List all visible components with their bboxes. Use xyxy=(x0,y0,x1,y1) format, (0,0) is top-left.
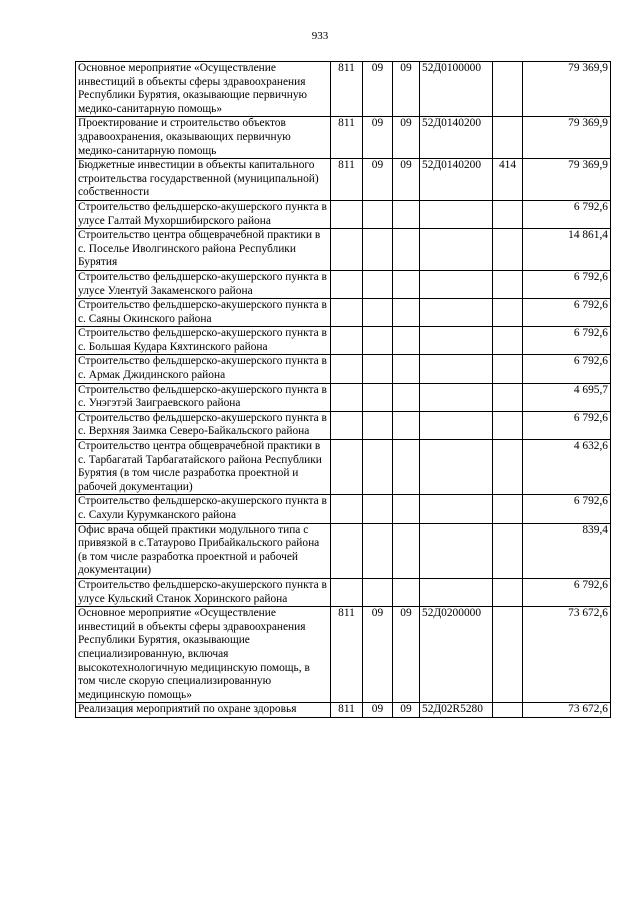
cell-section xyxy=(363,411,393,439)
cell-expense-type xyxy=(493,200,523,228)
cell-name: Проектирование и строительство объектов здравоохранения, оказывающих первичную медико-санитарную помощь xyxy=(76,117,331,159)
table-row xyxy=(76,200,611,228)
cell-section xyxy=(363,383,393,411)
table-row xyxy=(76,270,611,298)
cell-target-article xyxy=(420,327,493,355)
cell-subsection: 09 xyxy=(393,703,420,718)
cell-expense-type xyxy=(493,495,523,523)
page-number: 933 xyxy=(311,30,329,42)
cell-target-article xyxy=(420,523,493,578)
cell-expense-type xyxy=(493,440,523,495)
cell-expense-type xyxy=(493,270,523,298)
cell-expense-type xyxy=(493,607,523,703)
table-row xyxy=(76,159,611,201)
cell-amount: 6 792,6 xyxy=(523,299,611,327)
cell-name: Строительство фельдшерско-акушерского пункта в с. Верхняя Заимка Северо-Байкальского района xyxy=(76,411,331,439)
cell-expense-type xyxy=(493,523,523,578)
cell-ministry xyxy=(331,578,363,606)
cell-name: Строительство фельдшерско-акушерского пункта в с. Армак Джидинского района xyxy=(76,355,331,383)
cell-amount: 6 792,6 xyxy=(523,327,611,355)
table-row xyxy=(76,229,611,271)
table-row xyxy=(76,578,611,606)
cell-amount: 6 792,6 xyxy=(523,355,611,383)
cell-ministry: 811 xyxy=(331,703,363,718)
cell-target-article xyxy=(420,495,493,523)
cell-amount: 6 792,6 xyxy=(523,578,611,606)
cell-name: Строительство фельдшерско-акушерского пункта в улусе Галтай Мухоршибирского района xyxy=(76,200,331,228)
cell-ministry xyxy=(331,270,363,298)
cell-subsection xyxy=(393,411,420,439)
cell-target-article xyxy=(420,299,493,327)
cell-ministry xyxy=(331,440,363,495)
cell-ministry xyxy=(331,327,363,355)
cell-section xyxy=(363,299,393,327)
cell-name: Строительство фельдшерско-акушерского пункта в с. Большая Кудара Кяхтинского района xyxy=(76,327,331,355)
cell-section xyxy=(363,578,393,606)
cell-amount: 73 672,6 xyxy=(523,607,611,703)
cell-name: Реализация мероприятий по охране здоровья xyxy=(76,703,331,718)
cell-section: 09 xyxy=(363,159,393,201)
cell-section xyxy=(363,523,393,578)
cell-name: Основное мероприятие «Осуществление инвестиций в объекты сферы здравоохранения Республики Бурятия, оказывающие специализированную, включая высокотехнологичную медицинскую помощь, в том числе скорую специализированную медицинскую помощь» xyxy=(76,607,331,703)
cell-target-article: 52Д0200000 xyxy=(420,607,493,703)
cell-target-article: 52Д0100000 xyxy=(420,62,493,117)
cell-ministry xyxy=(331,383,363,411)
cell-section xyxy=(363,270,393,298)
cell-name: Строительство фельдшерско-акушерского пункта в с. Унэгэтэй Заиграевского района xyxy=(76,383,331,411)
cell-section xyxy=(363,327,393,355)
cell-amount: 6 792,6 xyxy=(523,270,611,298)
cell-amount: 79 369,9 xyxy=(523,62,611,117)
cell-amount: 79 369,9 xyxy=(523,117,611,159)
table-row xyxy=(76,495,611,523)
cell-target-article: 52Д02R5280 xyxy=(420,703,493,718)
cell-subsection: 09 xyxy=(393,159,420,201)
cell-ministry xyxy=(331,495,363,523)
cell-name: Строительство фельдшерско-акушерского пункта в улусе Кульский Станок Хоринского района xyxy=(76,578,331,606)
table-row xyxy=(76,607,611,703)
cell-target-article: 52Д0140200 xyxy=(420,159,493,201)
cell-section xyxy=(363,229,393,271)
cell-amount: 4 632,6 xyxy=(523,440,611,495)
cell-expense-type xyxy=(493,62,523,117)
cell-expense-type xyxy=(493,383,523,411)
cell-target-article xyxy=(420,578,493,606)
cell-amount: 6 792,6 xyxy=(523,200,611,228)
cell-expense-type xyxy=(493,229,523,271)
cell-target-article xyxy=(420,270,493,298)
cell-subsection xyxy=(393,299,420,327)
cell-section xyxy=(363,495,393,523)
cell-name: Бюджетные инвестиции в объекты капитального строительства государственной (муниципальной) собственности xyxy=(76,159,331,201)
cell-subsection xyxy=(393,523,420,578)
cell-target-article xyxy=(420,229,493,271)
cell-target-article xyxy=(420,200,493,228)
table-row xyxy=(76,411,611,439)
cell-name: Строительство центра общеврачебной практики в с. Поселье Иволгинского района Республики Бурятия xyxy=(76,229,331,271)
cell-subsection xyxy=(393,440,420,495)
cell-subsection xyxy=(393,270,420,298)
cell-subsection xyxy=(393,495,420,523)
table-row xyxy=(76,440,611,495)
cell-name: Офис врача общей практики модульного типа с привязкой в с.Татаурово Прибайкальского района (в том числе разработка проектной и рабочей документации) xyxy=(76,523,331,578)
cell-subsection xyxy=(393,200,420,228)
table-row xyxy=(76,355,611,383)
cell-subsection xyxy=(393,327,420,355)
cell-section xyxy=(363,440,393,495)
table-row xyxy=(76,117,611,159)
cell-target-article xyxy=(420,440,493,495)
cell-amount: 73 672,6 xyxy=(523,703,611,718)
cell-amount: 4 695,7 xyxy=(523,383,611,411)
cell-name: Строительство фельдшерско-акушерского пункта в с. Саяны Окинского района xyxy=(76,299,331,327)
cell-expense-type xyxy=(493,299,523,327)
cell-expense-type xyxy=(493,327,523,355)
cell-section: 09 xyxy=(363,607,393,703)
table-row xyxy=(76,327,611,355)
cell-subsection: 09 xyxy=(393,117,420,159)
cell-subsection: 09 xyxy=(393,607,420,703)
cell-expense-type xyxy=(493,411,523,439)
cell-ministry xyxy=(331,299,363,327)
cell-ministry xyxy=(331,229,363,271)
cell-section: 09 xyxy=(363,62,393,117)
cell-expense-type xyxy=(493,703,523,718)
cell-subsection xyxy=(393,229,420,271)
table-row xyxy=(76,523,611,578)
cell-amount: 14 861,4 xyxy=(523,229,611,271)
cell-ministry: 811 xyxy=(331,607,363,703)
cell-section xyxy=(363,355,393,383)
table-row xyxy=(76,62,611,117)
cell-ministry: 811 xyxy=(331,159,363,201)
cell-ministry xyxy=(331,523,363,578)
cell-name: Строительство центра общеврачебной практики в с. Тарбагатай Тарбагатайского района Республики Бурятия (в том числе разработка проектной и рабочей документации) xyxy=(76,440,331,495)
cell-ministry: 811 xyxy=(331,117,363,159)
table-row xyxy=(76,383,611,411)
cell-subsection xyxy=(393,578,420,606)
cell-expense-type: 414 xyxy=(493,159,523,201)
cell-target-article xyxy=(420,411,493,439)
cell-ministry xyxy=(331,411,363,439)
cell-expense-type xyxy=(493,578,523,606)
cell-amount: 839,4 xyxy=(523,523,611,578)
cell-amount: 79 369,9 xyxy=(523,159,611,201)
cell-name: Строительство фельдшерско-акушерского пункта в с. Сахули Курумканского района xyxy=(76,495,331,523)
cell-expense-type xyxy=(493,355,523,383)
cell-expense-type xyxy=(493,117,523,159)
cell-subsection xyxy=(393,355,420,383)
cell-subsection xyxy=(393,383,420,411)
cell-target-article xyxy=(420,383,493,411)
cell-subsection: 09 xyxy=(393,62,420,117)
cell-amount: 6 792,6 xyxy=(523,495,611,523)
cell-target-article xyxy=(420,355,493,383)
table-body xyxy=(76,62,611,718)
cell-section xyxy=(363,200,393,228)
cell-amount: 6 792,6 xyxy=(523,411,611,439)
cell-name: Строительство фельдшерско-акушерского пункта в улусе Улентуй Закаменского района xyxy=(76,270,331,298)
cell-ministry xyxy=(331,200,363,228)
cell-section: 09 xyxy=(363,117,393,159)
cell-target-article: 52Д0140200 xyxy=(420,117,493,159)
cell-ministry xyxy=(331,355,363,383)
table-row xyxy=(76,299,611,327)
table-row xyxy=(76,703,611,718)
cell-ministry: 811 xyxy=(331,62,363,117)
budget-table xyxy=(75,61,611,718)
cell-name: Основное мероприятие «Осуществление инвестиций в объекты сферы здравоохранения Республики Бурятия, оказывающие первичную медико-санитарную помощь» xyxy=(76,62,331,117)
cell-section: 09 xyxy=(363,703,393,718)
